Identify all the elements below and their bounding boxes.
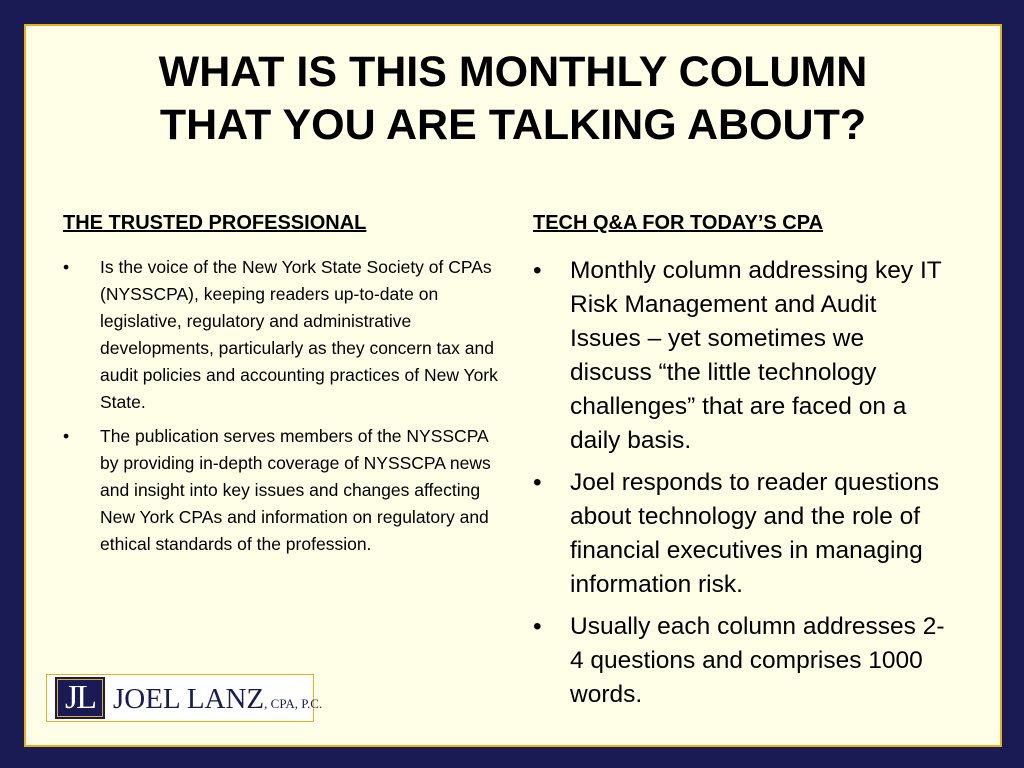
bullet-icon: • <box>533 613 542 640</box>
logo-mark: JL <box>55 677 105 719</box>
slide-title <box>26 46 1000 152</box>
right-column-list <box>533 254 948 720</box>
logo-name <box>113 683 322 720</box>
list-item-text: Usually each column addresses 2-4 questions and comprises 1000 words. <box>570 613 945 708</box>
bullet-icon: • <box>533 257 542 284</box>
bullet-icon: • <box>63 426 70 446</box>
left-column-list <box>63 254 503 565</box>
logo-name-text: JOEL LANZ <box>113 683 265 715</box>
title-line-1: WHAT IS THIS MONTHLY COLUMN <box>158 48 868 96</box>
list-item <box>63 423 503 558</box>
list-item <box>63 254 503 416</box>
list-item-text: Monthly column addressing key IT Risk Management and Audit Issues – yet sometimes we discuss “the little technology challenges” that are faced on a daily basis. <box>570 257 942 454</box>
left-column-heading: THE TRUSTED PROFESSIONAL <box>63 212 367 234</box>
right-column-heading: TECH Q&A FOR TODAY’S CPA <box>533 212 824 234</box>
bullet-icon: • <box>533 469 542 496</box>
slide-content <box>24 24 1002 747</box>
list-item-text: Joel responds to reader questions about technology and the role of financial executives in managing information risk. <box>570 469 940 598</box>
list-item <box>533 466 948 602</box>
list-item-text: Is the voice of the New York State Society of CPAs (NYSSCPA), keeping readers up-to-date on legislative, regulatory and administrative developments, particularly as they concern tax and audit policies and accounting practices of New York State. <box>100 257 498 412</box>
logo-suffix: , CPA, P.C. <box>264 696 323 711</box>
list-item-text: The publication serves members of the NYSSCPA by providing in-depth coverage of NYSSCPA news and insight into key issues and changes affecting New York CPAs and information on regulatory and ethical standards of the profession. <box>100 426 491 554</box>
title-line-2: THAT YOU ARE TALKING ABOUT? <box>159 101 867 149</box>
bullet-icon: • <box>63 257 70 277</box>
company-logo <box>46 674 323 722</box>
list-item <box>533 610 948 712</box>
list-item <box>533 254 948 458</box>
